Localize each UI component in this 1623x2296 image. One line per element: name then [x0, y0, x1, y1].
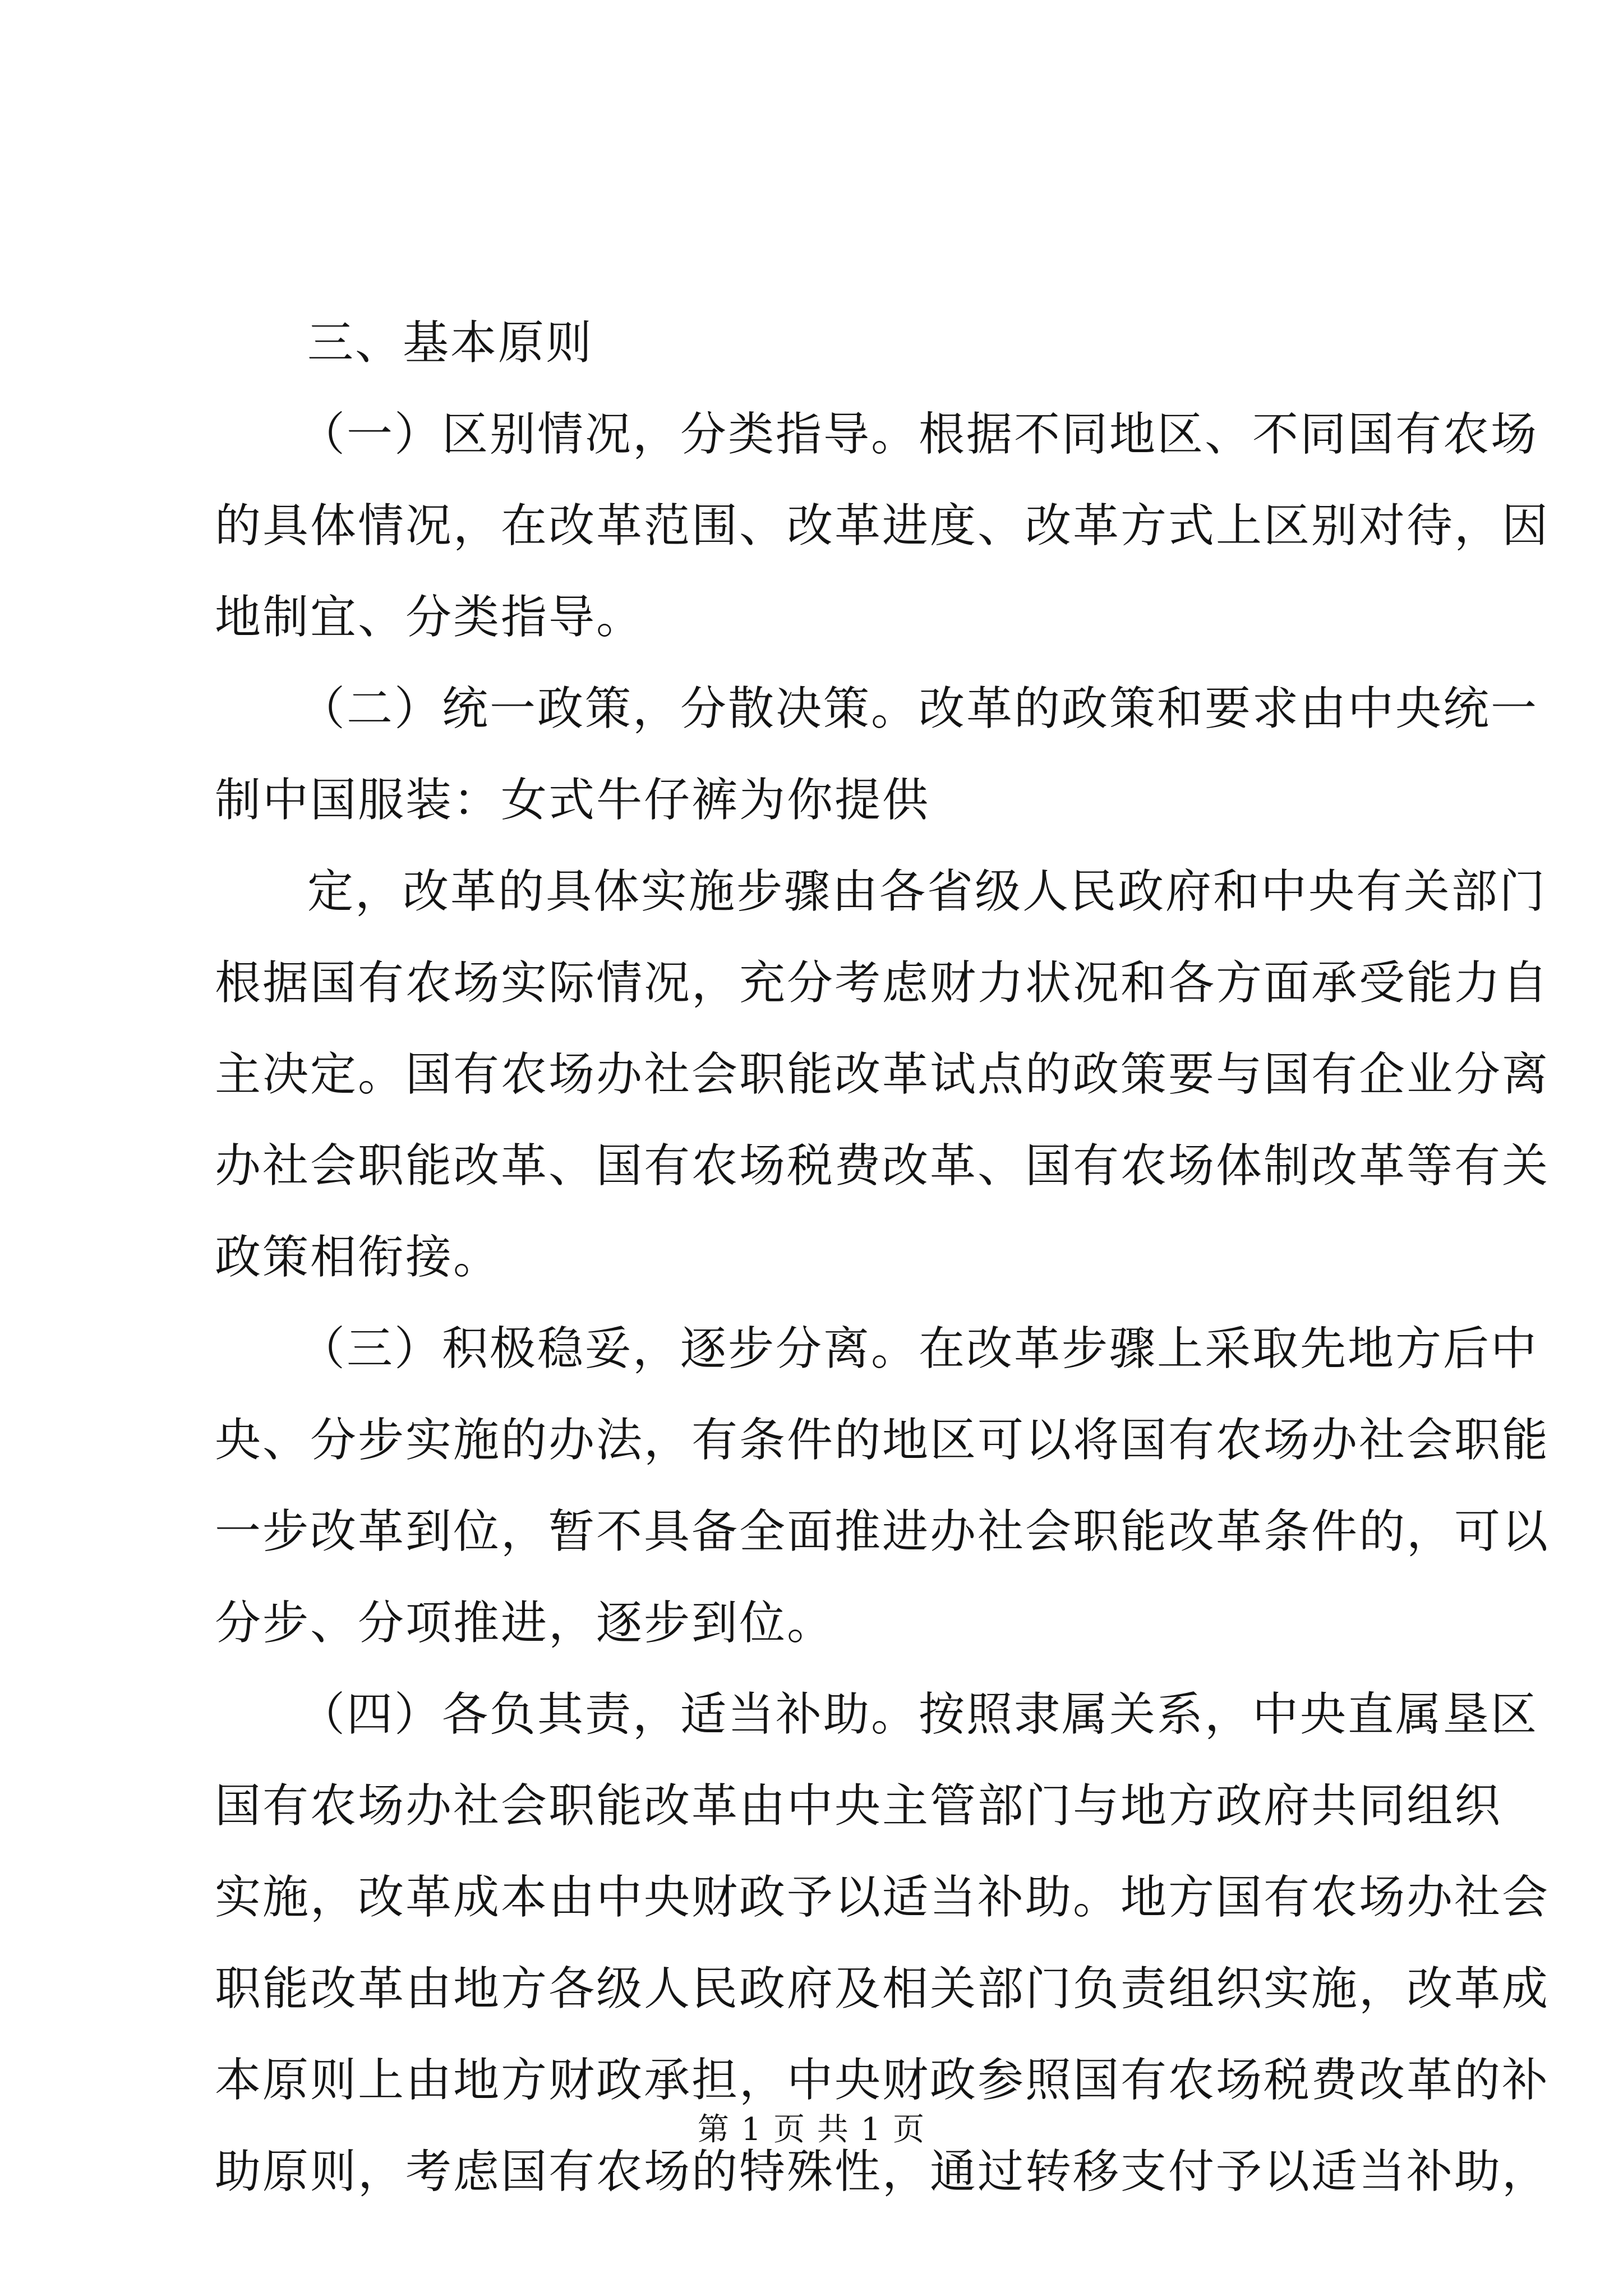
- paragraph-2-line-1: （二）统一政策，分散决策。改革的政策和要求由中央统一: [299, 682, 1539, 735]
- paragraph-3-line-4: 分步、分项推进，逐步到位。: [215, 1596, 835, 1650]
- paragraph-1-line-2: 的具体情况，在改革范围、改革进度、改革方式上区别对待，因: [215, 499, 1550, 553]
- document-body: [215, 297, 1550, 2217]
- paragraph-3-line-1: （三）积极稳妥，逐步分离。在改革步骤上采取先地方后中: [299, 1322, 1539, 1375]
- paragraph-3-line-2: 央、分步实施的办法，有条件的地区可以将国有农场办社会职能: [215, 1414, 1550, 1467]
- paragraph-1-line-3: 地制宜、分类指导。: [215, 591, 644, 644]
- section-heading: 三、基本原则: [307, 316, 594, 370]
- paragraph-2-line-3: 根据国有农场实际情况，充分考虑财力状况和各方面承受能力自: [215, 956, 1550, 1010]
- paragraph-2-inserted-line: 制中国服装：女式牛仔裤为你提供: [215, 774, 930, 827]
- paragraph-4-line-2: 国有农场办社会职能改革由中央主管部门与地方政府共同组织: [215, 1779, 1502, 1833]
- paragraph-2-line-6: 政策相衔接。: [215, 1231, 501, 1284]
- page-number-footer: 第 1 页 共 1 页: [697, 2111, 926, 2148]
- paragraph-3-line-3: 一步改革到位，暂不具备全面推进办社会职能改革条件的，可以: [215, 1505, 1550, 1558]
- paragraph-4-line-5: 本原则上由地方财政承担，中央财政参照国有农场税费改革的补: [215, 2054, 1550, 2107]
- paragraph-4-line-4: 职能改革由地方各级人民政府及相关部门负责组织实施，改革成: [215, 1962, 1550, 2016]
- paragraph-2-line-2: 定，改革的具体实施步骤由各省级人民政府和中央有关部门: [307, 865, 1547, 918]
- paragraph-4-line-1: （四）各负其责，适当补助。按照隶属关系，中央直属垦区: [299, 1688, 1539, 1741]
- paragraph-4-line-6: 助原则，考虑国有农场的特殊性，通过转移支付予以适当补助，: [215, 2145, 1550, 2198]
- paragraph-2-line-4: 主决定。国有农场办社会职能改革试点的政策要与国有企业分离: [215, 1048, 1550, 1101]
- paragraph-2-line-5: 办社会职能改革、国有农场税费改革、国有农场体制改革等有关: [215, 1139, 1550, 1193]
- paragraph-1-line-1: （一）区别情况，分类指导。根据不同地区、不同国有农场: [299, 408, 1539, 461]
- paragraph-4-line-3: 实施，改革成本由中央财政予以适当补助。地方国有农场办社会: [215, 1871, 1550, 1924]
